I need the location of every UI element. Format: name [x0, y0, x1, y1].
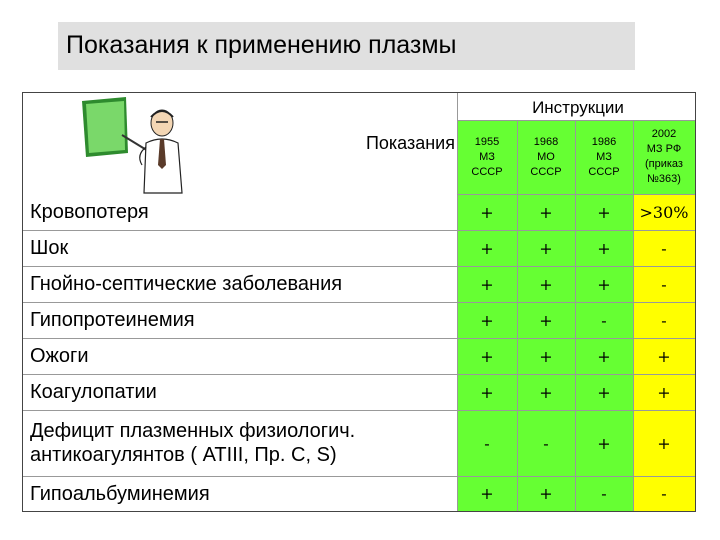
instructions-header: Инструкции: [532, 98, 624, 117]
table-cell: -: [661, 274, 667, 294]
table-cell: -: [601, 310, 607, 330]
column-header-2002: 2002 МЗ РФ (приказ №363): [645, 128, 683, 185]
row-label-blood-loss: Кровопотеря: [30, 201, 149, 223]
row-label-coagulopathy: Коагулопатии: [30, 381, 157, 403]
table-cell: +: [480, 484, 494, 503]
table-cell: +: [657, 382, 671, 402]
slide-title: Показания к применению плазмы: [66, 31, 457, 59]
table-cell: +: [657, 346, 671, 366]
table-cell: +: [597, 382, 611, 402]
table-cell: +: [539, 238, 553, 258]
table-cell: -: [543, 433, 549, 453]
table-cell: +: [480, 382, 494, 402]
row-label-septic: Гнойно-септические заболевания: [30, 273, 343, 295]
row-label-anticoagulant-deficit: Дефицит плазменных физиологич. антикоагулянтов ( ATIII, Пр. C, S): [30, 420, 356, 466]
table-cell: +: [539, 346, 553, 366]
indications-header: Показания: [365, 132, 455, 153]
table-cell: +: [539, 382, 553, 402]
table-cell: +: [597, 238, 611, 258]
table-cell: +: [657, 433, 671, 453]
row-label-shock: Шок: [30, 237, 69, 259]
row-label-hypoproteinemia: Гипопротеинемия: [30, 309, 195, 331]
teacher-clipart: [80, 95, 190, 195]
table-cell: +: [597, 433, 611, 453]
table-cell: -: [661, 238, 667, 258]
table-cell: -: [601, 484, 607, 503]
table-cell: +: [597, 274, 611, 294]
table-cell: +: [480, 346, 494, 366]
table-cell: +: [539, 484, 553, 503]
table-cell: -: [661, 484, 667, 503]
table-cell: +: [539, 310, 553, 330]
table-cell: +: [539, 202, 553, 222]
table-cell: +: [597, 346, 611, 366]
column-header-1986: 1986 МЗ СССР: [588, 135, 620, 178]
table-cell: +: [539, 274, 553, 294]
row-label-burns: Ожоги: [30, 345, 89, 367]
table-cell: +: [480, 274, 494, 294]
table-cell: >30%: [639, 202, 689, 222]
table-cell: +: [480, 202, 494, 222]
table-cell: +: [597, 202, 611, 222]
table-cell: -: [661, 310, 667, 330]
column-header-1968: 1968 МО СССР: [530, 135, 562, 178]
row-label-hypoalbuminemia: Гипоальбуминемия: [30, 483, 210, 505]
column-header-1955: 1955 МЗ СССР: [471, 135, 503, 178]
table-cell: +: [480, 238, 494, 258]
table-cell: +: [480, 310, 494, 330]
table-cell: -: [484, 433, 490, 453]
